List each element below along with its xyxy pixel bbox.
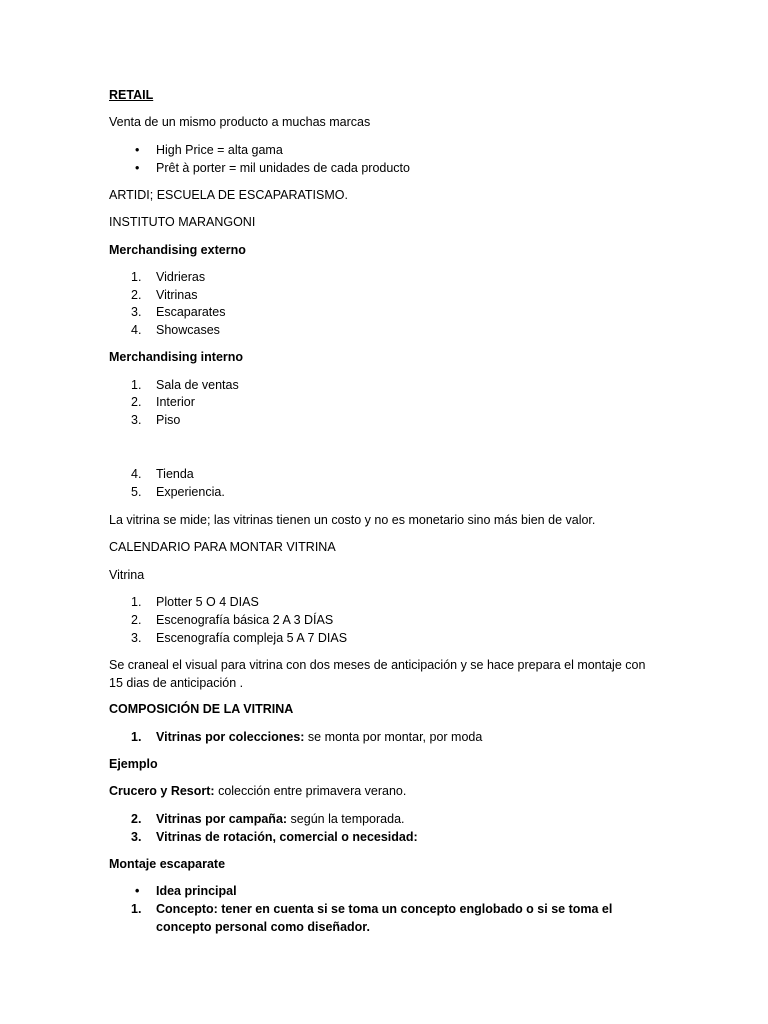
montaje-heading: Montaje escaparate: [109, 857, 226, 871]
crucero-line: Crucero y Resort: colección entre primavera verano.: [109, 784, 407, 798]
vitrina-valor-paragraph: La vitrina se mide; las vitrinas tienen un costo y no es monetario sino más bien de valor.: [109, 513, 596, 527]
composicion-heading: COMPOSICIÓN DE LA VITRINA: [109, 702, 294, 716]
heading-retail: RETAIL: [109, 88, 154, 102]
document-page: RETAIL Venta de un mismo producto a muchas marcas • High Price = alta gama • Prêt à porter = mil unidades de cada producto ARTIDI; ESCUELA DE ESCAPARATISMO. INSTITUTO MARANGONI Merchandising externo 1. Vidrieras 2. Vitrinas 3. Escaparates 4. Showcases Merchandising interno 1. Sala de ventas 2. Interior 3. Piso 4. Tienda 5. Experiencia. La vitrina se mide; las vitrinas tienen un costo y no es monetario sino más bien de valor. CALENDARIO PARA MONTAR VITRINA Vitrina 1. Plotter 5 O 4 DIAS 2. Escenografía básica 2 A 3 DÍAS 3. Escenografía compleja 5 A 7 DIAS Se craneal el visual para vitrina con dos meses de anticipación y se hace prepara el montaje con 15 dias de anticipación . COMPOSICIÓN DE LA VITRINA 1. Vitrinas por colecciones: se monta por montar, por moda Ejemplo Crucero y Resort: colección entre primavera verano. 2. Vitrinas por campaña: según la temporada. 3. Vitrinas de rotación, comercial o necesidad: Montaje escaparate • Idea principal 1. Concepto: tener en cuenta si se toma un concepto englobado o si se toma el concepto personal como diseñador.: [0, 0, 768, 1024]
bullet-icon: •: [135, 884, 140, 898]
vitrina-label: Vitrina: [109, 568, 145, 582]
calendario-heading: CALENDARIO PARA MONTAR VITRINA: [109, 540, 336, 554]
instituto-line: INSTITUTO MARANGONI: [109, 215, 256, 229]
craneal-paragraph: Se craneal el visual para vitrina con dos meses de anticipación y se hace prepara el montaje con 15 dias de anticipación .: [109, 658, 646, 690]
merch-externo-heading: Merchandising externo: [109, 243, 246, 257]
retail-description: Venta de un mismo producto a muchas marcas: [109, 115, 371, 129]
ejemplo-heading: Ejemplo: [109, 757, 158, 771]
bullet-icon: •: [135, 143, 140, 157]
bullet-icon: •: [135, 161, 140, 175]
merch-interno-heading: Merchandising interno: [109, 350, 244, 364]
artidi-line: ARTIDI; ESCUELA DE ESCAPARATISMO.: [109, 188, 348, 202]
